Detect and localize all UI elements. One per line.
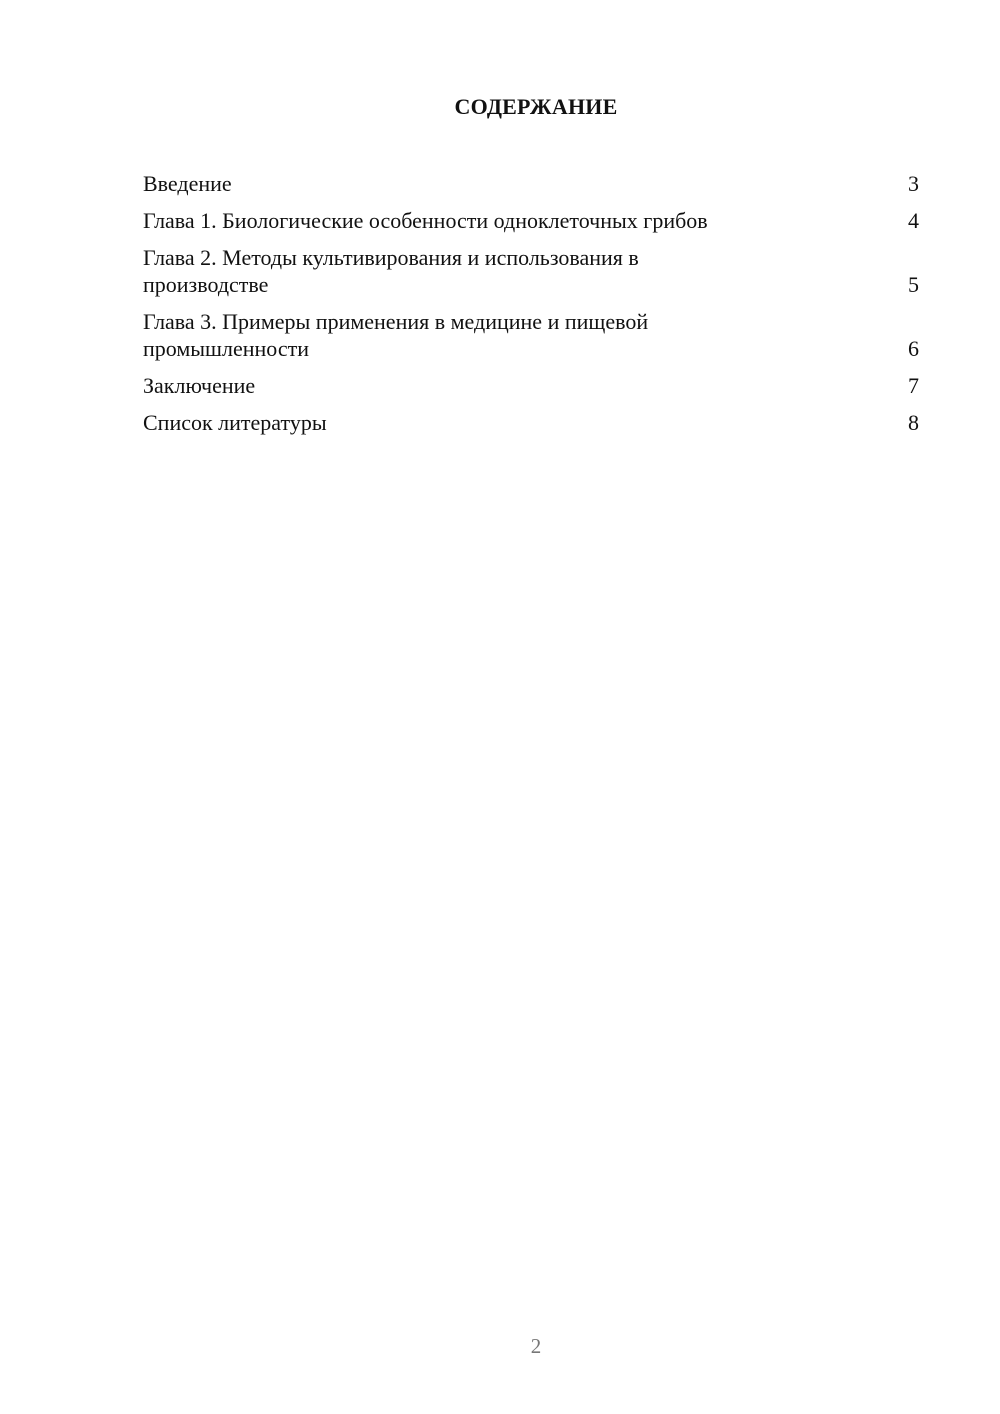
toc-entry-page: 8 [908,410,919,435]
toc-entry-chapter-2[interactable] [143,244,919,298]
toc-title: СОДЕРЖАНИЕ [454,94,618,119]
table-of-contents [143,170,919,446]
toc-entry-page: 7 [908,373,919,398]
toc-entry-introduction[interactable] [143,170,919,197]
toc-entry-page: 5 [908,272,919,297]
toc-entry-references[interactable] [143,409,919,436]
toc-entry-conclusion[interactable] [143,372,919,399]
toc-entry-page: 3 [908,171,919,196]
toc-entry-page: 4 [908,208,919,233]
toc-entry-label: Список литературы [143,410,327,435]
toc-entry-label: Введение [143,171,232,196]
toc-entry-page: 6 [908,336,919,361]
toc-entry-label: Глава 3. Примеры применения в медицине и пищевой промышленности [143,309,649,361]
toc-entry-label: Глава 1. Биологические особенности одноклеточных грибов [143,208,708,233]
page-number: 2 [530,1334,542,1358]
toc-entry-chapter-1[interactable] [143,207,919,234]
toc-entry-chapter-3[interactable] [143,308,919,362]
toc-entry-label: Заключение [143,373,256,398]
toc-entry-label: Глава 2. Методы культивирования и использования в производстве [143,245,639,297]
